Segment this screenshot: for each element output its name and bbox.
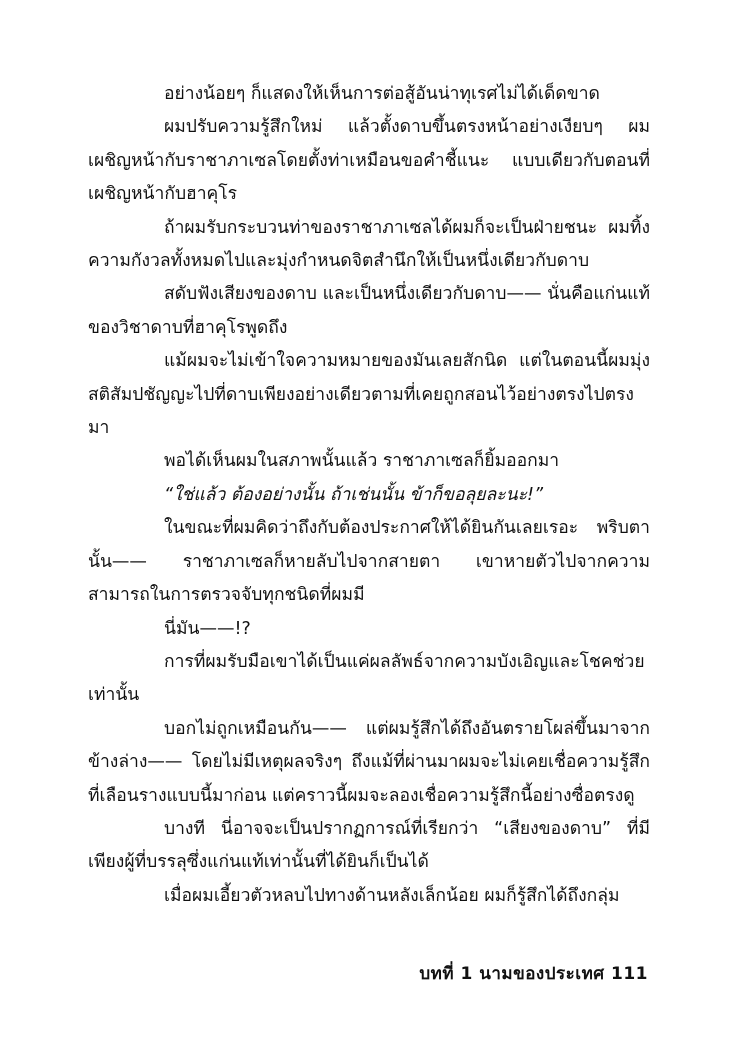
paragraph: สดับฟังเสียงของดาบ และเป็นหนึ่งเดียวกับดาบ—— นั่นคือแก่นแท้ของวิชาดาบที่ฮาคุโรพูดถึง [88, 284, 650, 338]
paragraph: เมื่อผมเอี้ยวตัวหลบไปทางด้านหลังเล็กน้อย ผมก็รู้สึกได้ถึงกลุ่ม [164, 885, 620, 906]
dialogue-paragraph: “ใช่แล้ว ต้องอย่างนั้น ถ้าเช่นนั้น ข้าก็ขอลุยละนะ!” [164, 484, 544, 505]
paragraph: พอได้เห็นผมในสภาพนั้นแล้ว ราชาภาเซลก็ยิ้มออกมา [164, 451, 560, 472]
paragraph: การที่ผมรับมือเขาได้เป็นแค่ผลลัพธ์จากความบังเอิญและโชคช่วยเท่านั้น [88, 651, 645, 706]
paragraph: แม้ผมจะไม่เข้าใจความหมายของมันเลยสักนิด แต่ในตอนนี้ผมมุ่งสติสัมปชัญญะไปที่ดาบเพียงอย่างเดียวตามที่เคยถูกสอนไว้อย่างตรงไปตรงมา [88, 351, 650, 439]
body-text [88, 78, 650, 913]
paragraph: ถ้าผมรับกระบวนท่าของราชาภาเซลได้ผมก็จะเป็นฝ่ายชนะ ผมทิ้งความกังวลทั้งหมดไปและมุ่งกำหนดจิตสำนึกให้เป็นหนึ่งเดียวกับดาบ [88, 217, 650, 272]
paragraph: นี่มัน——!? [164, 618, 251, 639]
paragraph: ในขณะที่ผมคิดว่าถึงกับต้องประกาศให้ได้ยินกันเลยเรอะ พริบตานั้น—— ราชาภาเซลก็หายลับไปจากสายตา เขาหายตัวไปจากความสามารถในการตรวจจับทุกชนิดที่ผมมี [88, 518, 650, 606]
paragraph: อย่างน้อยๆ ก็แสดงให้เห็นการต่อสู้อันน่าทุเรศไม่ได้เด็ดขาด [164, 84, 600, 104]
paragraph: บอกไม่ถูกเหมือนกัน—— แต่ผมรู้สึกได้ถึงอันตรายโผล่ขึ้นมาจากข้างล่าง—— โดยไม่มีเหตุผลจริงๆ ถึงแม้ที่ผ่านมาผมจะไม่เคยเชื่อความรู้สึกที่เลือนรางแบบนี้มาก่อน แต่คราวนี้ผมจะลองเชื่อความรู้สึกนี้อย่างซื่อตรงดู [88, 718, 650, 806]
paragraph: ผมปรับความรู้สึกใหม่ แล้วตั้งดาบขึ้นตรงหน้าอย่างเงียบๆ ผมเผชิญหน้ากับราชาภาเซลโดยตั้งท่าเหมือนขอคำชี้แนะ แบบเดียวกับตอนที่เผชิญหน้ากับฮาคุโร [88, 117, 650, 205]
running-footer: บทที่ 1 นามของประเทศ 111 [419, 964, 648, 984]
paragraph: บางที นี่อาจจะเป็นปรากฏการณ์ที่เรียกว่า “เสียงของดาบ” ที่มีเพียงผู้ที่บรรลุซึ่งแก่นแท้เท่านั้นที่ได้ยินก็เป็นได้ [88, 818, 650, 873]
